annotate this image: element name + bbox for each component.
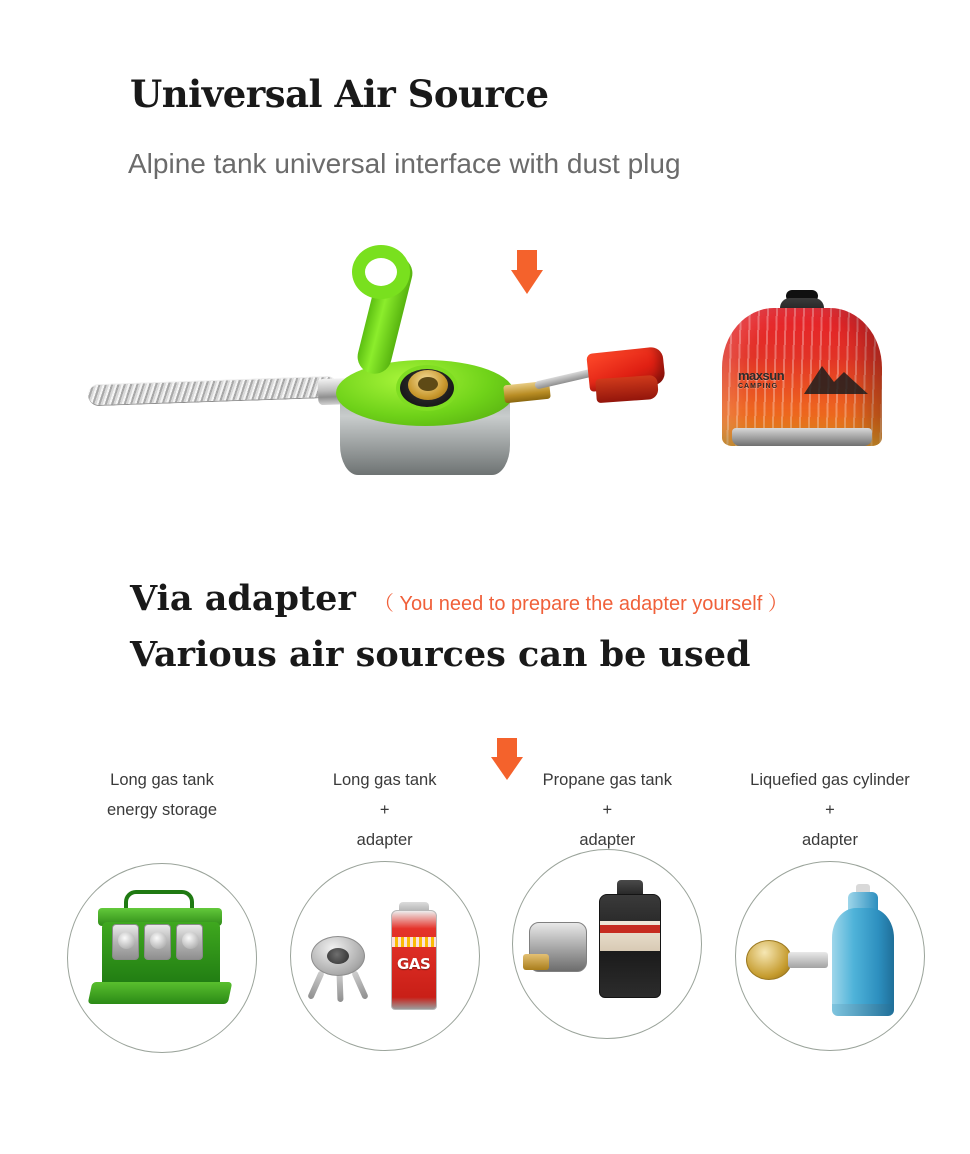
adapter-port	[327, 948, 349, 964]
air-source-cards	[56, 765, 936, 1085]
down-arrow-icon	[508, 250, 546, 296]
card-caption-line1: Long gas tank	[332, 771, 437, 789]
canister-brand-text: maxsun	[738, 368, 785, 383]
via-adapter-title: Via adapter	[130, 578, 356, 619]
butane-can	[391, 910, 437, 1010]
page-subtitle: Alpine tank universal interface with dust plug	[128, 148, 681, 179]
card-image-circle	[735, 861, 925, 1051]
card-image-circle	[290, 861, 480, 1051]
via-adapter-note: （ You need to prepare the adapter yourself ）	[373, 593, 788, 615]
canister-brand	[738, 370, 784, 392]
adapter-leg-2	[336, 972, 343, 1002]
mountain-icon	[804, 360, 868, 394]
adapter-stem	[788, 952, 828, 968]
canister-body	[722, 308, 882, 446]
tank-can-2	[144, 924, 171, 960]
adapter-and-propane-tank-art	[513, 850, 702, 1039]
card-caption-line2: +	[379, 801, 390, 819]
green-handle-loop	[352, 245, 410, 299]
card-image-circle	[67, 863, 257, 1053]
via-adapter-row	[130, 578, 788, 619]
box-base	[88, 982, 233, 1004]
canister-brand-sub: CAMPING	[738, 383, 779, 390]
card-liquefied-gas-cylinder-adapter	[724, 765, 936, 1085]
propane-tank	[599, 894, 661, 998]
canister-base	[732, 428, 872, 446]
tank-can-1	[112, 924, 139, 960]
card-caption-line3: adapter	[579, 831, 636, 849]
brass-adapter-body	[746, 940, 792, 980]
card-caption-line1: Liquefied gas cylinder	[750, 771, 910, 789]
card-long-gas-tank-energy-storage	[56, 765, 268, 1085]
card-caption-line3: adapter	[801, 831, 858, 849]
tank-can-3	[176, 924, 203, 960]
lpg-cylinder	[832, 908, 894, 1012]
adapter-and-lpg-cylinder-art	[736, 862, 925, 1051]
adapter-brass-fitting	[523, 954, 549, 970]
adapter-leg-1	[307, 970, 325, 1000]
page-title: Universal Air Source	[130, 72, 549, 116]
card-image-circle	[512, 849, 702, 1039]
various-sources-title: Various air sources can be used	[130, 634, 751, 675]
red-lever-lower	[595, 375, 659, 403]
card-caption-line3: adapter	[356, 831, 413, 849]
brass-interface-hole	[418, 377, 438, 391]
gas-hose	[88, 376, 339, 407]
card-caption-line1: Propane gas tank	[542, 771, 672, 789]
energy-storage-box-art	[68, 864, 257, 1053]
card-caption-line2: +	[602, 801, 613, 819]
card-long-gas-tank-adapter	[279, 765, 491, 1085]
cylinder-base	[832, 1004, 894, 1016]
card-caption-line2: energy storage	[106, 801, 218, 819]
adapter-and-butane-can-art	[291, 862, 480, 1051]
alpine-gas-canister	[722, 290, 882, 445]
hero-illustration	[0, 215, 970, 480]
can-stripe	[392, 937, 436, 947]
propane-tank-label-stripe	[600, 925, 660, 933]
adapter-leg-3	[351, 970, 369, 1000]
card-caption-line2: +	[825, 801, 835, 819]
can-label-text: GAS	[397, 955, 431, 973]
card-propane-gas-tank-adapter	[501, 765, 713, 1085]
card-caption-line1: Long gas tank	[110, 771, 214, 789]
